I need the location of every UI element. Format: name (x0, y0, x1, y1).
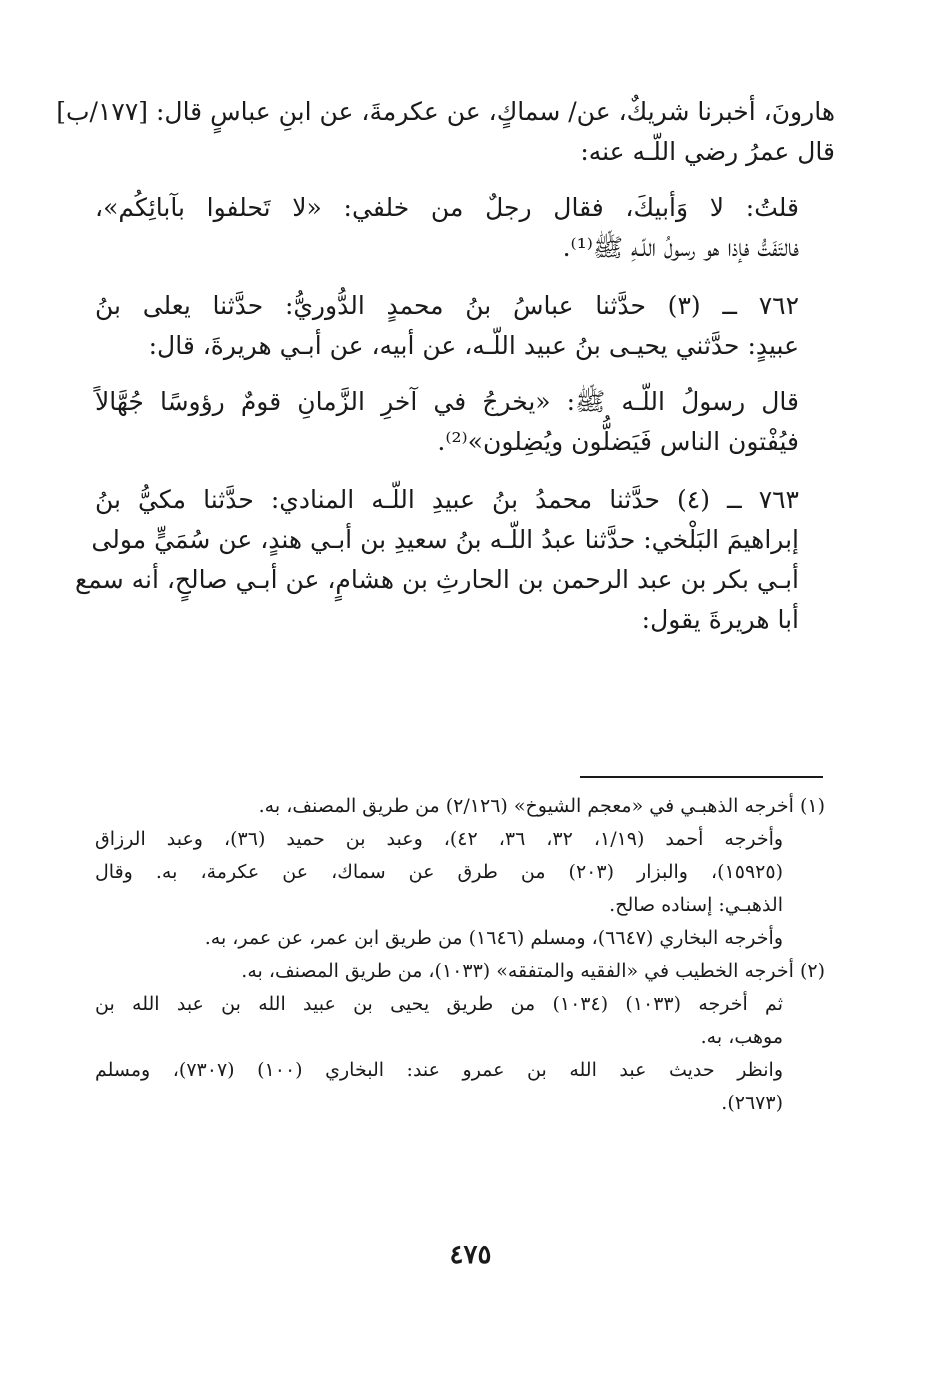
footnote-line: الذهبـي: إسناده صالح. (609, 894, 783, 916)
main-text (56, 92, 835, 656)
footnote-line: (٢) أخرجه الخطيب في «الفقيه والمتفقه» (١٠٣٣)، من طريق المصنف، به. (241, 960, 825, 982)
text-line: قلتُ: لا وَأبيكَ، فقال رجلٌ من خلفي: «لا تَحلفوا بآبائِكُم»، (95, 193, 799, 222)
paragraph-isnad-763 (74, 480, 835, 640)
text-line: عبيدٍ: حدَّثني يحيـى بنُ عبيد اللّـه، عن أبيه، عن أبـي هريرةَ، قال: (148, 331, 799, 360)
text-line: قال رسولُ اللّـه ﷺ: «يخرجُ في آخرِ الزَّمانِ قومٌ رؤوسًا جُهَّالاً (95, 387, 799, 416)
hadith-quote-762 (95, 382, 835, 462)
text-line: ٧٦٣ ــ (٤) حدَّثنا محمدُ بنُ عبيدِ اللّـه المنادي: حدَّثنا مكيُّ بنُ (95, 485, 799, 514)
footnote-line: وانظر حديث عبد الله بن عمرو عند: البخاري (١٠٠) (٧٣٠٧)، ومسلم (95, 1059, 784, 1081)
text-line: قال عمرُ رضي اللّـه عنه: (580, 137, 835, 166)
footnotes (95, 790, 825, 1120)
footnote-line: موهب، به. (700, 1026, 783, 1048)
text-line: إبراهيمَ البَلْخي: حدَّثنا عبدُ اللّـه بنُ سعيدِ بن أبـي هندٍ، عن سُمَيٍّ مولى (91, 525, 799, 554)
text-line: هارونَ، أخبرنا شريكٌ، عن/ سماكٍ، عن عكرمةَ، عن ابنِ عباسٍ قال: [١٧٧/ب] (56, 97, 835, 126)
text-line: أبا هريرةَ يقول: (641, 605, 799, 634)
page-number: ٤٧٥ (449, 1240, 492, 1270)
footnote-line: وأخرجه أحمد (١/١٩، ٣٢، ٣٦، ٤٢)، وعبد بن حميد (٣٦)، وعبد الرزاق (95, 828, 784, 850)
footnote-separator (580, 776, 823, 778)
footnote-line: (١٥٩٢٥)، والبزار (٢٠٣) من طرق عن سماك، عن عكرمة، به. وقال (95, 861, 783, 883)
paragraph-isnad-761 (56, 92, 835, 172)
text-line: ٧٦٢ ــ (٣) حدَّثنا عباسُ بنُ محمدٍ الدُّوريُّ: حدَّثنا يعلى بنُ (95, 291, 800, 320)
footnote-line: (١) أخرجه الذهبـي في «معجم الشيوخ» (٢/١٢٦) من طريق المصنف، به. (258, 795, 825, 817)
hadith-quote-761 (95, 188, 835, 268)
footnote-line: وأخرجه البخاري (٦٦٤٧)، ومسلم (١٦٤٦) من طريق ابن عمر، عن عمر، به. (204, 927, 783, 949)
footnote-line: (٢٦٧٣). (721, 1092, 783, 1114)
text-line: أبـي بكر بن عبد الرحمن بن الحارثِ بن هشامٍ، عن أبـي صالحٍ، أنه سمع (74, 565, 799, 594)
paragraph-isnad-762 (95, 286, 835, 366)
footnote-line: ثم أخرجه (١٠٣٣) (١٠٣٤) من طريق يحيى بن عبيد الله بن عبد الله بن (95, 993, 783, 1015)
text-line: فيُفْتون الناس فَيَضلُّون ويُضِلون»⁽²⁾. (437, 427, 799, 456)
text-line: فالتَفَتُّ فإذا هو رسولُ اللّـهِ ﷺ⁽¹⁾. (562, 233, 799, 262)
